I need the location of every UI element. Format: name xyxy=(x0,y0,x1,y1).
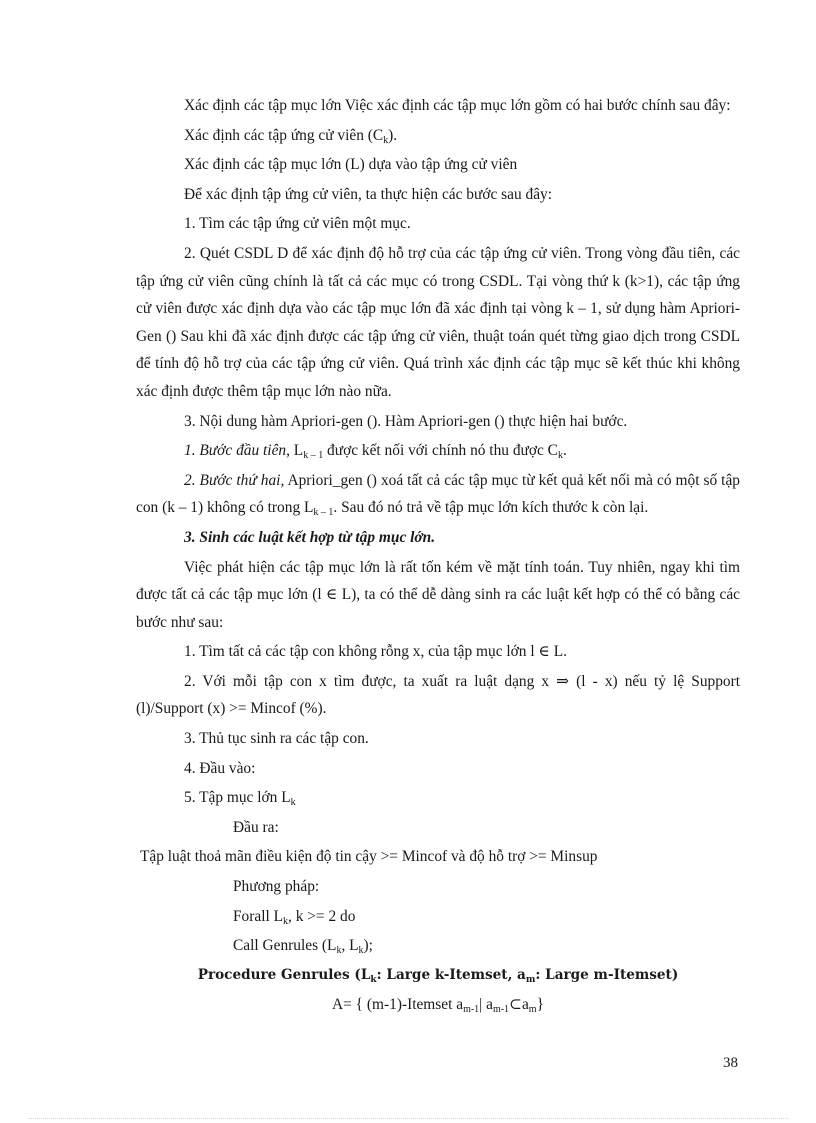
paragraph-step-3: 3. Nội dung hàm Apriori-gen (). Hàm Apriori-gen () thực hiện hai bước. xyxy=(184,412,628,430)
rule-step-2: 2. Với mỗi tập con x tìm được, ta xuất ra luật dạng x ⇒ (l - x) nếu tỷ lệ Support (l)/Support (x) >= Mincof (%). xyxy=(136,672,740,718)
call-line: Call Genrules ($L_k$, $L_k$); xyxy=(233,937,373,957)
section-heading-rules: 3. Sinh các luật kết hợp từ tập mục lớn. xyxy=(184,528,436,546)
rule-step-5: 5. Tập mục lớn $L_k$ xyxy=(184,789,296,809)
paragraph-intro: Xác định các tập mục lớn Việc xác định các tập mục lớn gồm có hai bước chính sau đây: xyxy=(184,97,731,114)
paragraph-steps-intro: Để xác định tập ứng cử viên, ta thực hiện các bước sau đây: xyxy=(184,185,552,203)
method-label: Phương pháp: xyxy=(233,878,320,896)
output-description: Tập luật thoả mãn điều kiện độ tin cậy >= Mincof và độ hỗ trợ >= Minsup xyxy=(140,848,598,866)
paragraph-large-sets: Xác định các tập mục lớn (L) dựa vào tập ứng cử viên xyxy=(184,156,518,174)
procedure-heading: Procedure Genrules ($L_k$: Large k-Itemset, $a_m$: Large m-Itemset) xyxy=(197,966,679,985)
body-text xyxy=(136,92,740,1019)
paragraph-rules-intro: Việc phát hiện các tập mục lớn là rất tốn kém về mặt tính toán. Tuy nhiên, ngay khi tìm được tất cả các tập mục lớn (l ∈ L), ta có thể dễ dàng sinh ra các luật kết hợp có thể có bằng các bước như sau: xyxy=(136,558,740,631)
paragraph-candidates: Xác định các tập ứng cử viên $(C_k)$. xyxy=(184,126,398,146)
paragraph-step-2: 2. Quét CSDL D để xác định độ hỗ trợ của các tập ứng cử viên. Trong vòng đầu tiên, các tập ứng cử viên cũng chính là tất cả các mục có trong CSDL. Tại vòng thứ k (k>1), các tập ứng cử viên được xác định dựa vào các tập mục lớn đã xác định tại vòng k – 1, sử dụng hàm Apriori-Gen () Sau khi đã xác định được các tập ứng cử viên, thuật toán quét từng giao dịch trong CSDL để tính độ hỗ trợ của các tập ứng cử viên. Quá trình xác định các tập mục sẽ kết thúc khi không xác định được thêm tập mục lớn nào nữa. xyxy=(136,244,740,400)
page-bottom-divider xyxy=(28,1118,788,1119)
paragraph-first-step: 1. Bước đầu tiên, $L_{k - 1}$ được kết nối với chính nó thu được $C_k$. xyxy=(184,442,567,462)
rule-step-4: 4. Đầu vào: xyxy=(184,759,256,777)
paragraph-second-step: 2. Bước thứ hai, Apriori_gen () xoá tất cả các tập mục từ kết quả kết nối mà có một số tập con (k – 1) không có trong $L_{k - 1}$. Sau đó nó trả về tập mục lớn kích thước k còn lại. xyxy=(136,471,740,519)
output-label: Đầu ra: xyxy=(233,818,279,836)
page-number: 38 xyxy=(723,1055,738,1071)
paragraph-step-1: 1. Tìm các tập ứng cử viên một mục. xyxy=(184,215,411,233)
forall-line: Forall $L_k$, k >= 2 do xyxy=(233,907,356,927)
rule-step-1: 1. Tìm tất cả các tập con không rỗng x, của tập mục lớn l ∈ L. xyxy=(184,643,567,661)
rule-step-3: 3. Thủ tục sinh ra các tập con. xyxy=(184,730,369,748)
set-definition: A= { (m-1)-Itemset $a_{m-1}|$ $a_{m-1}\subset a_m$} xyxy=(332,996,544,1016)
